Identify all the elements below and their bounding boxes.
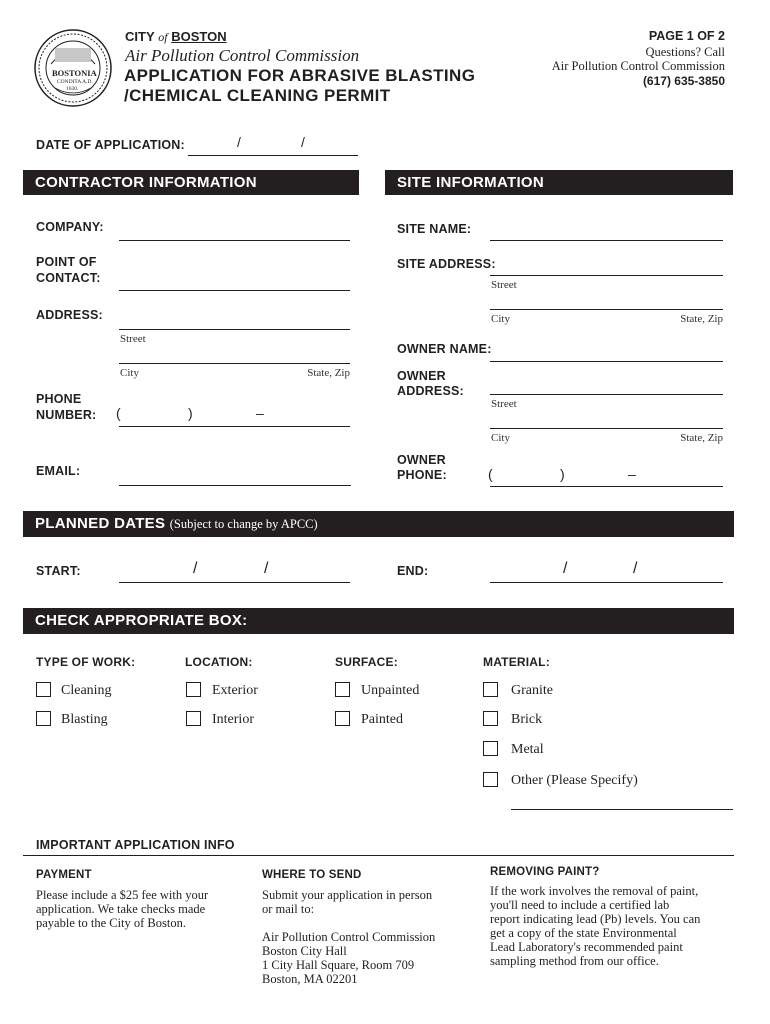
questions-text: Questions? Call — [645, 45, 725, 59]
company-label: COMPANY: — [36, 220, 104, 234]
unpainted-checkbox[interactable] — [335, 682, 350, 697]
owner-state-zip-hint: State, Zip — [680, 432, 723, 444]
contractor-city-hint: City — [120, 367, 139, 379]
mailing-address — [262, 930, 472, 986]
form-title-line2: /CHEMICAL CLEANING PERMIT — [124, 86, 391, 105]
site-street-hint: Street — [491, 279, 517, 291]
phone-label-line1: PHONE — [36, 392, 82, 406]
contact-phone: (617) 635-3850 — [642, 74, 725, 88]
phone-label-line2: NUMBER: — [36, 408, 97, 422]
address-label: ADDRESS: — [36, 308, 103, 322]
site-info-title: SITE INFORMATION — [397, 174, 545, 191]
cleaning-checkbox[interactable] — [36, 682, 51, 697]
point-of-contact-field[interactable] — [119, 290, 350, 291]
owner-phone-dash: – — [628, 466, 636, 482]
site-state-zip-hint: State, Zip — [680, 313, 723, 325]
contractor-phone-field[interactable] — [119, 426, 350, 427]
exterior-checkbox[interactable] — [186, 682, 201, 697]
date-separator-1: / — [237, 134, 241, 150]
payment-title: PAYMENT — [36, 869, 92, 881]
payment-line: Please include a $25 fee with your — [36, 888, 209, 902]
paint-line: get a copy of the state Environmental — [490, 926, 677, 940]
granite-checkbox[interactable] — [483, 682, 498, 697]
brick-checkbox[interactable] — [483, 711, 498, 726]
city-of: of — [158, 30, 168, 44]
planned-dates-title: PLANNED DATES — [35, 515, 166, 532]
address-line: 1 City Hall Square, Room 709 — [262, 958, 415, 972]
painted-checkbox[interactable] — [335, 711, 350, 726]
check-box-header — [23, 608, 734, 634]
address-line: Air Pollution Control Commission — [262, 930, 436, 944]
other-checkbox[interactable] — [483, 772, 498, 787]
agency-name: Air Pollution Control Commission — [125, 46, 360, 65]
where-to-send-text — [262, 888, 472, 916]
contractor-street-hint: Street — [120, 333, 146, 345]
site-city-hint: City — [491, 313, 510, 325]
date-of-application-label: DATE OF APPLICATION: — [36, 138, 185, 152]
city-name: BOSTON — [171, 29, 227, 44]
end-date-separator-2: / — [633, 560, 638, 577]
form-title-line1: APPLICATION FOR ABRASIVE BLASTING — [124, 66, 476, 85]
owner-address-label-line1: OWNER — [397, 369, 446, 383]
important-info-heading: IMPORTANT APPLICATION INFO — [36, 838, 235, 852]
paint-line: report indicating lead (Pb) levels. You can — [490, 912, 701, 926]
cleaning-option-label: Cleaning — [61, 683, 112, 698]
address-line: Boston, MA 02201 — [262, 972, 358, 986]
contractor-info-header — [23, 170, 359, 195]
paint-line: you'll need to include a certified lab — [490, 898, 670, 912]
interior-option-label: Interior — [212, 712, 254, 727]
address-line: Boston City Hall — [262, 944, 347, 958]
owner-phone-close-paren: ) — [560, 466, 565, 482]
owner-city-field[interactable] — [490, 428, 723, 429]
planned-dates-note: (Subject to change by APCC) — [169, 517, 318, 531]
seal-year: 1630. — [66, 86, 79, 92]
removing-paint-text — [490, 884, 730, 968]
site-name-field[interactable] — [490, 240, 723, 241]
painted-option-label: Painted — [361, 712, 403, 727]
date-of-application-field[interactable] — [188, 155, 358, 156]
seal-name: BOSTONIA — [52, 68, 97, 78]
payment-line: application. We take checks made — [36, 902, 206, 916]
planned-dates-header — [23, 511, 734, 537]
city-seal — [33, 28, 113, 108]
date-separator-2: / — [301, 134, 305, 150]
other-option-label: Other (Please Specify) — [511, 773, 638, 788]
blasting-option-label: Blasting — [61, 712, 108, 727]
blasting-checkbox[interactable] — [36, 711, 51, 726]
start-date-field[interactable] — [119, 582, 350, 583]
other-specify-field[interactable] — [511, 809, 733, 810]
owner-phone-open-paren: ( — [488, 466, 493, 482]
payment-text — [36, 888, 246, 930]
email-label: EMAIL: — [36, 464, 81, 478]
start-date-separator-1: / — [193, 560, 198, 577]
metal-option-label: Metal — [511, 742, 544, 757]
send-line: or mail to: — [262, 902, 315, 916]
start-date-label: START: — [36, 564, 81, 578]
end-date-label: END: — [397, 564, 429, 578]
contractor-info-title: CONTRACTOR INFORMATION — [35, 174, 257, 191]
poc-label-line2: CONTACT: — [36, 271, 101, 285]
owner-address-label-line2: ADDRESS: — [397, 384, 464, 398]
paint-line: If the work involves the removal of paint, — [490, 884, 699, 898]
owner-city-hint: City — [491, 432, 510, 444]
interior-checkbox[interactable] — [186, 711, 201, 726]
contractor-street-field[interactable] — [119, 329, 350, 330]
owner-name-field[interactable] — [490, 361, 723, 362]
brick-option-label: Brick — [511, 712, 543, 727]
send-line: Submit your application in person — [262, 888, 433, 902]
phone-close-paren: ) — [188, 405, 193, 421]
paint-line: Lead Laboratory's recommended paint — [490, 940, 683, 954]
phone-dash: – — [256, 405, 264, 421]
removing-paint-title: REMOVING PAINT? — [490, 866, 600, 878]
owner-street-hint: Street — [491, 398, 517, 410]
contractor-state-zip-hint: State, Zip — [307, 367, 350, 379]
surface-label: SURFACE: — [335, 655, 398, 669]
end-date-field[interactable] — [490, 582, 723, 583]
payment-line: payable to the City of Boston. — [36, 916, 186, 930]
type-of-work-label: TYPE OF WORK: — [36, 655, 136, 669]
site-info-header — [385, 170, 733, 195]
metal-checkbox[interactable] — [483, 741, 498, 756]
unpainted-option-label: Unpainted — [361, 683, 420, 698]
where-to-send-title: WHERE TO SEND — [262, 869, 362, 881]
granite-option-label: Granite — [511, 683, 553, 698]
owner-phone-label-line2: PHONE: — [397, 468, 447, 482]
exterior-option-label: Exterior — [212, 683, 258, 698]
poc-label-line1: POINT OF — [36, 255, 97, 269]
location-label: LOCATION: — [185, 655, 253, 669]
site-street-field[interactable] — [490, 275, 723, 276]
seal-subtext: CONDITA A.D. — [57, 79, 93, 85]
owner-name-label: OWNER NAME: — [397, 342, 492, 356]
page-number: PAGE 1 OF 2 — [648, 29, 725, 43]
owner-street-field[interactable] — [490, 394, 723, 395]
important-info-rule — [23, 855, 734, 856]
questions-agency: Air Pollution Control Commission — [551, 59, 725, 73]
paint-line: sampling method from our office. — [490, 954, 659, 968]
city-prefix: CITY — [125, 29, 155, 44]
site-name-label: SITE NAME: — [397, 222, 472, 236]
company-field[interactable] — [119, 240, 350, 241]
owner-phone-label-line1: OWNER — [397, 453, 446, 467]
site-city-field[interactable] — [490, 309, 723, 310]
owner-phone-field[interactable] — [490, 486, 723, 487]
start-date-separator-2: / — [264, 560, 269, 577]
check-box-title: CHECK APPROPRIATE BOX: — [35, 612, 248, 629]
phone-open-paren: ( — [116, 405, 121, 421]
material-label: MATERIAL: — [483, 655, 550, 669]
contractor-city-field[interactable] — [119, 363, 350, 364]
email-field[interactable] — [119, 485, 351, 486]
city-wordmark — [125, 29, 227, 45]
site-address-label: SITE ADDRESS: — [397, 257, 496, 271]
end-date-separator-1: / — [563, 560, 568, 577]
